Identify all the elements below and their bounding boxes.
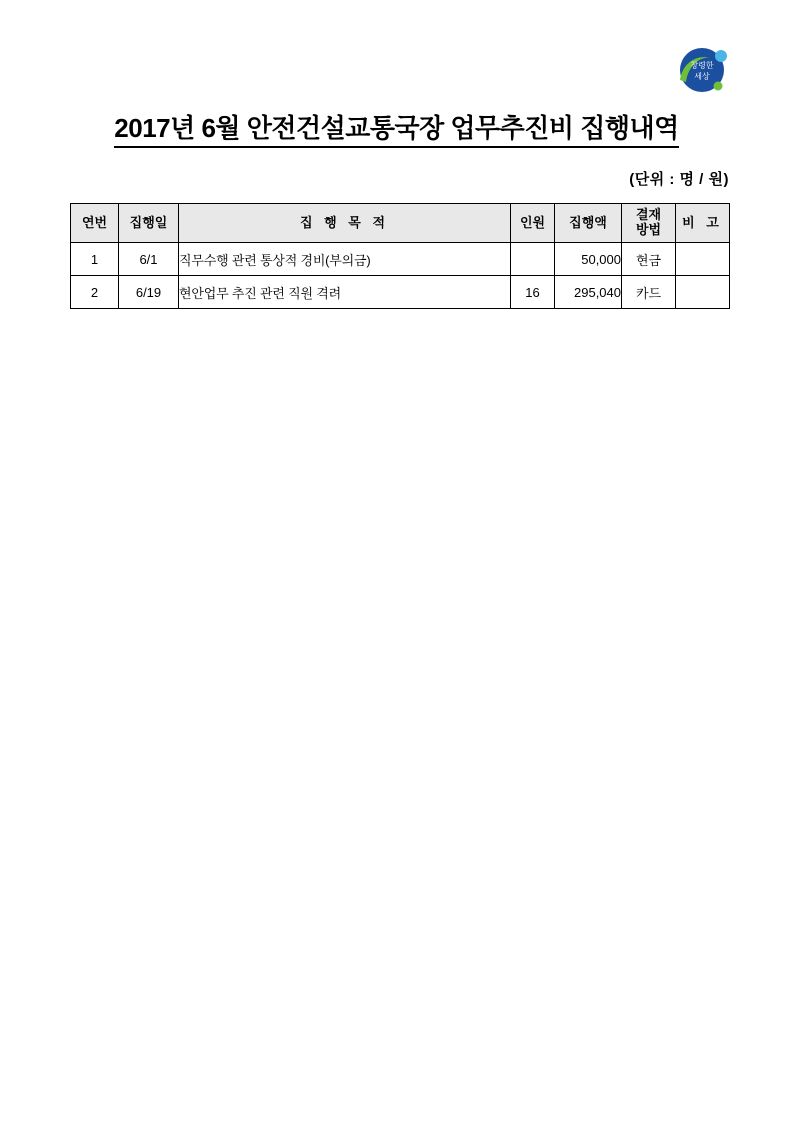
cell-no: 1 (71, 243, 119, 276)
table-row (71, 243, 730, 276)
cell-people: 16 (511, 276, 555, 309)
execution-table (70, 203, 730, 309)
cell-people (511, 243, 555, 276)
cell-method: 카드 (622, 276, 676, 309)
svg-text:세상: 세상 (694, 72, 710, 81)
column-header-amount: 집행액 (555, 204, 622, 243)
column-header-purpose: 집 행 목 적 (179, 204, 511, 243)
cell-amount: 50,000 (555, 243, 622, 276)
column-header-method-line1: 결재 (635, 207, 662, 223)
column-header-remark: 비 고 (676, 204, 730, 243)
cell-purpose: 직무수행 관련 통상적 경비(부의금) (179, 243, 511, 276)
page-title (0, 108, 793, 145)
unit-note: (단위 : 명 / 원) (629, 171, 729, 188)
cell-remark (676, 276, 730, 309)
cell-purpose: 현안업무 추진 관련 직원 격려 (179, 276, 511, 309)
svg-text:창령한: 창령한 (690, 61, 714, 70)
cell-no: 2 (71, 276, 119, 309)
column-header-no: 연번 (71, 204, 119, 243)
cell-remark (676, 243, 730, 276)
table-row (71, 276, 730, 309)
column-header-date: 집행일 (119, 204, 179, 243)
column-header-method (622, 204, 676, 243)
table-header-row (71, 204, 730, 243)
cell-date: 6/1 (119, 243, 179, 276)
column-header-method-line2: 방법 (635, 222, 662, 237)
column-header-people: 인원 (511, 204, 555, 243)
cell-amount: 295,040 (555, 276, 622, 309)
execution-table-wrapper (70, 203, 729, 309)
page-title-text: 2017년 6월 안전건설교통국장 업무추진비 집행내역 (114, 113, 678, 148)
cell-date: 6/19 (119, 276, 179, 309)
city-emblem-logo (666, 46, 730, 98)
cell-method: 현금 (622, 243, 676, 276)
